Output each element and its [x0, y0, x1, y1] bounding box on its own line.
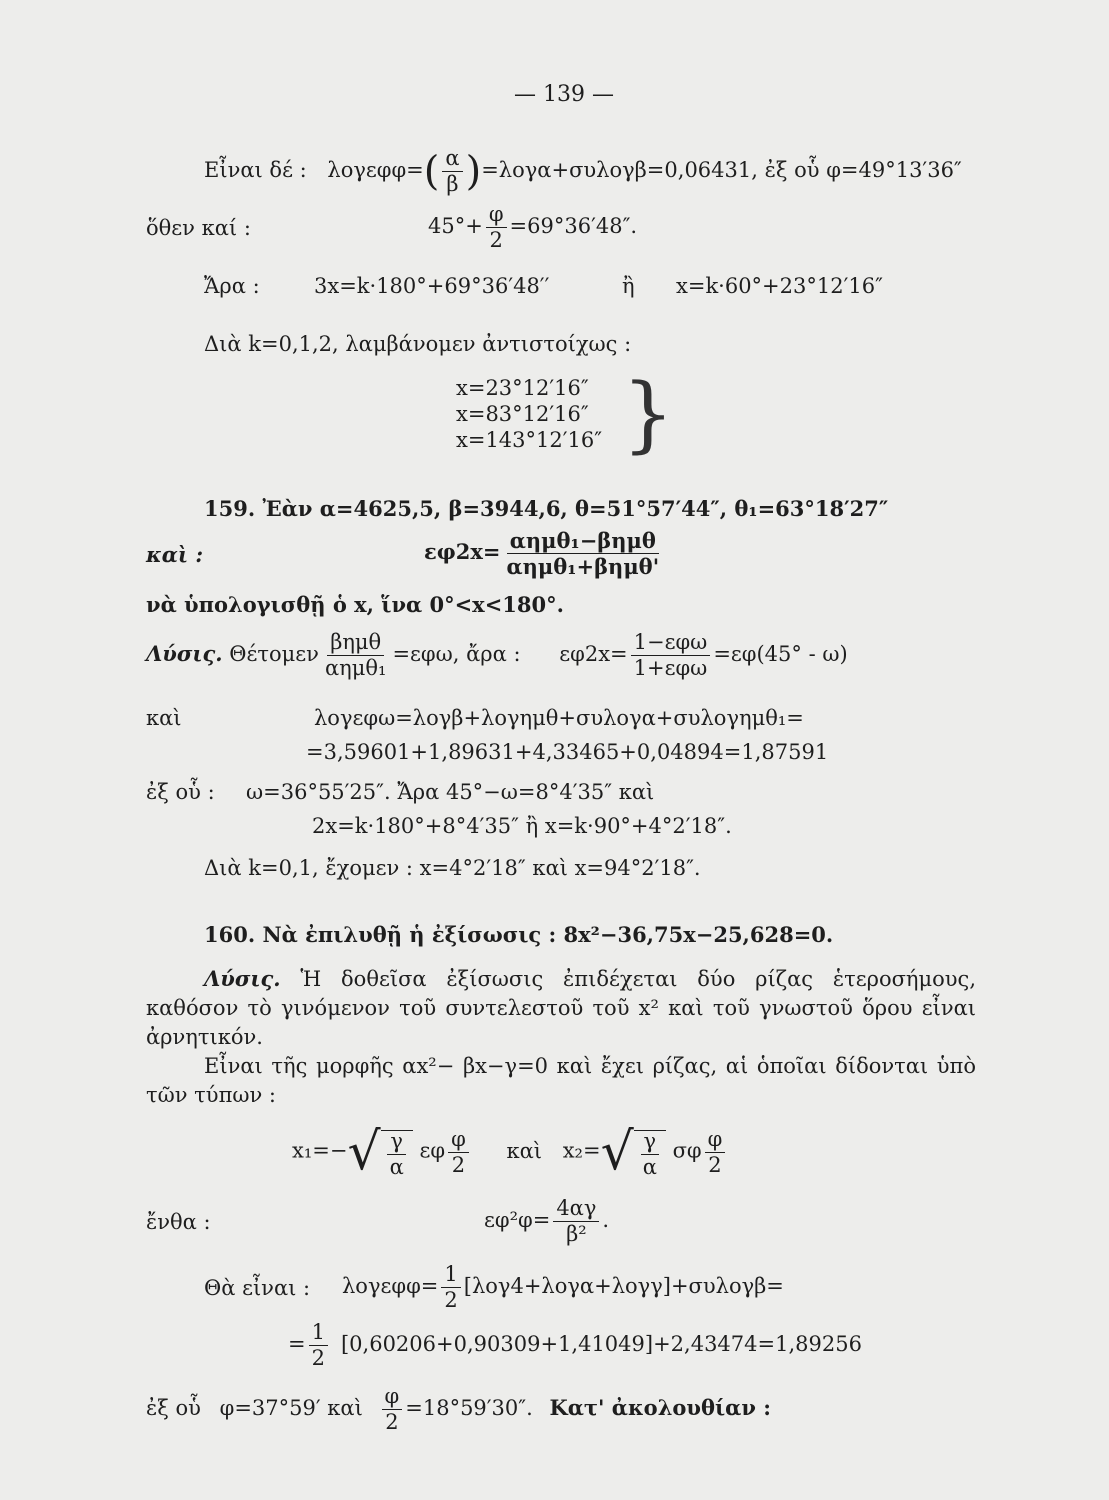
numerator: αημθ₁−βημθ — [507, 530, 659, 554]
tan-squared-eq — [484, 1198, 609, 1245]
eq-pre: εφ²φ= — [484, 1208, 551, 1232]
radical-sign: √ — [347, 1122, 381, 1182]
period: . — [602, 1208, 610, 1232]
radicand — [634, 1130, 666, 1178]
page-number: — 139 — — [514, 82, 614, 107]
numerator: 4αγ — [553, 1198, 599, 1222]
eq-line-4: Διὰ k=0,1,2, λαμβάνομεν ἀντιστοίχως : — [204, 332, 632, 356]
denominator: 1+εφω — [633, 656, 708, 680]
solution-159-kai: καὶ — [146, 706, 182, 730]
solution-159-line-4: ω=36°55′25″. Ἄρα 45°−ω=8°4′35″ καὶ — [246, 780, 655, 804]
solution-label: Λύσις. — [146, 641, 223, 666]
denominator: α — [389, 1155, 404, 1179]
eq-pre: εφ2x= — [424, 539, 501, 564]
tha-equation — [342, 1264, 784, 1311]
and-word: καὶ — [506, 1138, 543, 1163]
denominator: β² — [566, 1222, 587, 1246]
final-line — [146, 1386, 771, 1433]
fraction-gamma-alpha — [387, 1131, 407, 1178]
numerator: 1−εφω — [631, 632, 711, 656]
eq-line-2-post: =69°36′48″. — [509, 214, 638, 238]
eq-pre: λογεφφ= — [342, 1274, 439, 1298]
numerator: φ — [705, 1129, 726, 1153]
denominator: β — [446, 172, 459, 196]
eq-pre: = — [288, 1332, 306, 1356]
numerator: φ — [382, 1386, 403, 1410]
roots-formula — [292, 1122, 728, 1182]
denominator: αημθ₁+βημθ' — [506, 554, 660, 579]
paragraph-text: Ἡ δοθεῖσα ἐξίσωσις ἐπιδέχεται δύο ρίζας ἑτεροσήμους, καθόσον τὸ γινόμενον τοῦ συντελεστοῦ τοῦ x² καὶ τοῦ γνωστοῦ ὅρου εἶναι ἀρνητικόν. — [146, 967, 976, 1049]
tha-lead: Θὰ εἶναι : — [204, 1276, 311, 1300]
numerator: 1 — [309, 1322, 328, 1346]
solution-159-line-6: Διὰ k=0,1, ἔχομεν : x=4°2′18″ καὶ x=94°2′18″. — [204, 856, 701, 880]
numerator: 1 — [441, 1264, 460, 1288]
denominator: 2 — [444, 1288, 458, 1312]
problem-159-kai: καὶ : — [146, 542, 204, 567]
problem-160-para-2: Εἶναι τῆς μορφῆς αx²− βx−γ=0 καὶ ἔχει ρίζας, αἱ ὁποῖαι δίδονται ὑπὸ τῶν τύπων : — [146, 1054, 976, 1107]
denominator: α — [642, 1155, 657, 1179]
right-paren: ) — [465, 148, 482, 195]
numerator: βημθ — [327, 632, 384, 656]
fraction-phi-2a — [448, 1126, 469, 1177]
lead: ἐξ οὗ — [146, 1396, 201, 1420]
fraction-4ag-b2 — [553, 1198, 599, 1245]
eq-line-2-pre: 45°+ — [428, 214, 483, 238]
fraction-phi-2c — [382, 1386, 403, 1433]
sqrt-2 — [600, 1122, 666, 1182]
eq-line-2 — [428, 204, 637, 251]
eq-line-3b: x=k·60°+23°12′16″ — [676, 274, 883, 298]
solution-2: x=83°12′16″ — [456, 402, 589, 426]
problem-160-para-1 — [146, 964, 976, 1052]
text: Θέτομεν — [229, 642, 319, 666]
denominator: 2 — [311, 1346, 325, 1370]
numerator: φ — [486, 204, 507, 228]
fraction-phi-2 — [486, 204, 507, 251]
fraction-half-2 — [309, 1322, 328, 1369]
eq-post: [0,60206+0,90309+1,41049]+2,43474=1,89256 — [340, 1332, 862, 1356]
denominator: 2 — [385, 1410, 399, 1434]
text: =εφω, ἄρα : — [392, 642, 521, 666]
radical-sign: √ — [600, 1122, 634, 1182]
text: Κατ' ἀκολουθίαν : — [549, 1395, 771, 1420]
eq-post: [λογ4+λογα+λογγ]+συλογβ= — [463, 1274, 784, 1298]
solution-159-line-4-lead: ἐξ οὗ : — [146, 780, 215, 804]
tan-label: εφ — [419, 1138, 446, 1163]
denominator: 2 — [451, 1152, 466, 1177]
eq-line-1-lead: Εἶναι δέ : — [204, 158, 307, 182]
eq-line-3-lead: Ἄρα : — [204, 274, 260, 298]
text: φ=37°59′ καὶ — [219, 1396, 363, 1420]
right-brace: } — [622, 367, 675, 462]
eq-line-1 — [204, 148, 962, 195]
problem-159-statement: 159. Ἐὰν α=4625,5, β=3944,6, θ=51°57′44″, θ₁=63°18′27″ — [204, 496, 889, 521]
solution-3: x=143°12′16″ — [456, 428, 603, 452]
problem-159-equation — [424, 530, 665, 577]
left-paren: ( — [423, 148, 440, 195]
fraction-phi-2b — [705, 1126, 726, 1177]
numerator: γ — [641, 1131, 660, 1155]
entha-lead: ἔνθα : — [146, 1210, 211, 1234]
solution-159-line-3: =3,59601+1,89631+4,33465+0,04894=1,87591 — [306, 740, 829, 764]
fraction-gamma-alpha-2 — [640, 1131, 660, 1178]
eq-line-2-lead: ὅθεν καί : — [146, 216, 251, 240]
fraction-tan2x — [504, 530, 663, 577]
fraction-half — [441, 1264, 460, 1311]
numerator: α — [442, 148, 462, 172]
text: εφ2x= — [559, 642, 628, 666]
denominator: αημθ₁ — [324, 656, 387, 680]
radicand — [381, 1130, 413, 1178]
cot-label: σφ — [672, 1138, 702, 1163]
eq-line-3-or: ἢ — [622, 274, 635, 298]
denominator: 2 — [489, 228, 503, 252]
solution-159-line-2: λογεφω=λογβ+λογημθ+συλογα+συλογημθ₁= — [314, 706, 804, 730]
solution-159-line-5: 2x=k·180°+8°4′35″ ἢ x=k·90°+4°2′18″. — [312, 814, 732, 838]
solution-159-line-1 — [146, 632, 848, 679]
fraction-tan — [631, 632, 711, 679]
denominator: 2 — [708, 1152, 722, 1177]
problem-160-title: 160. Νὰ ἐπιλυθῇ ἡ ἐξίσωσις : 8x²−36,75x−25,628=0. — [204, 922, 834, 947]
x1-pre: x₁=− — [292, 1138, 348, 1163]
text: =18°59′30″. — [405, 1396, 533, 1420]
problem-159-condition: νὰ ὑπολογισθῇ ὁ x, ἵνα 0°<x<180°. — [146, 592, 564, 617]
fraction-alpha-beta — [442, 148, 462, 195]
numerator: φ — [448, 1129, 469, 1153]
eq-line-1-pre: λογεφφ= — [327, 158, 424, 182]
eq-line-3a: 3x=k·180°+69°36′48′′ — [314, 274, 550, 298]
solution-1: x=23°12′16″ — [456, 376, 589, 400]
eq-line-1-post: =λογα+συλογβ=0,06431, ἐξ οὗ φ=49°13′36″ — [481, 158, 962, 182]
fraction-sin — [322, 632, 389, 679]
numeric-equation — [288, 1322, 862, 1369]
sqrt-1 — [347, 1122, 412, 1182]
solution-label: Λύσις. — [204, 966, 281, 991]
text: =εφ(45° - ω) — [713, 642, 848, 666]
numerator: γ — [387, 1131, 406, 1155]
x2-pre: x₂= — [562, 1138, 601, 1163]
